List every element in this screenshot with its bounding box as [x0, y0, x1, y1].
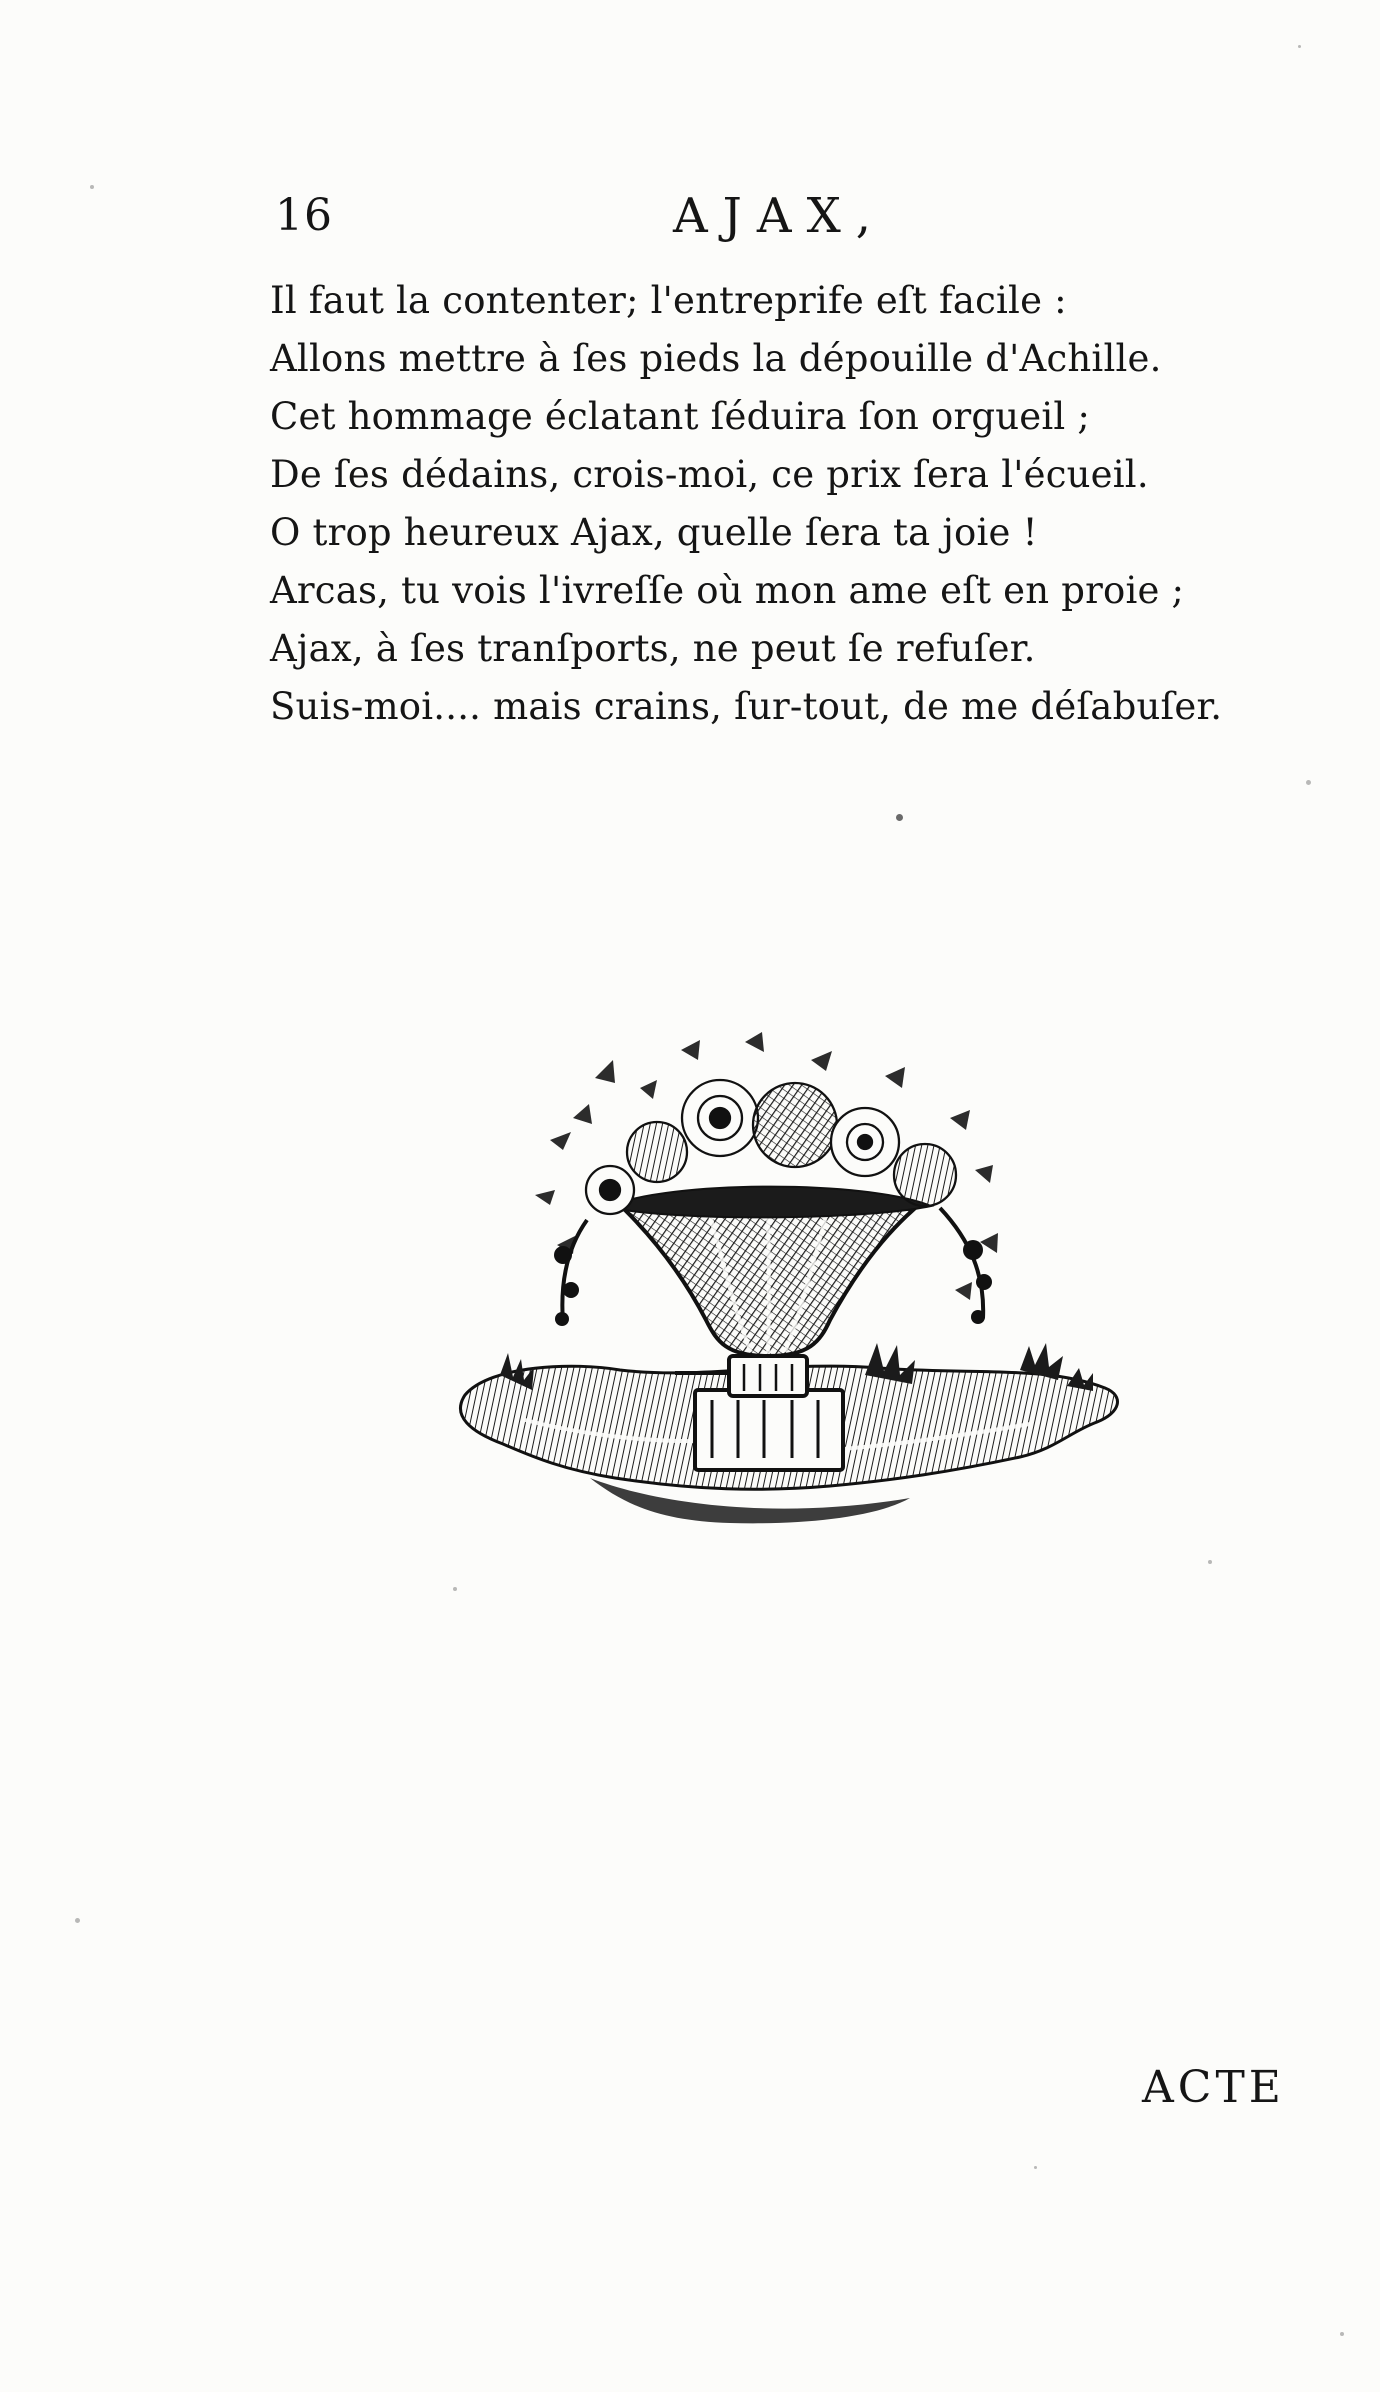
- paper-speck: [896, 814, 903, 821]
- verse-line: Suis-moi.... mais crains, ſur-tout, de me déſabuſer.: [270, 685, 1223, 728]
- paper-speck: [75, 1918, 80, 1923]
- page-header: [265, 188, 1025, 258]
- verse-line: Arcas, tu vois l'ivreſſe où mon ame eſt en proie ;: [270, 569, 1185, 612]
- paper-speck: [453, 1587, 457, 1591]
- paper-speck: [90, 185, 94, 189]
- verse-line: O trop heureux Ajax, quelle ſera ta joie !: [270, 511, 1038, 554]
- verse-block: [270, 272, 1270, 736]
- flower-vase-woodcut-icon: [455, 1030, 1135, 1530]
- catchword: ACTE: [1142, 2062, 1285, 2113]
- verse-line: Allons mettre à ſes pieds la dépouille d'Achille.: [270, 337, 1162, 380]
- verse-line: Ajax, à ſes tranſports, ne peut ſe refuſer.: [270, 627, 1036, 670]
- page-number: 16: [275, 190, 333, 241]
- running-title: AJAX,: [673, 188, 886, 244]
- paper-speck: [1208, 1560, 1212, 1564]
- paper-speck: [1298, 45, 1301, 48]
- paper-speck: [1306, 780, 1311, 785]
- verse-line: De ſes dédains, crois-moi, ce prix ſera l'écueil.: [270, 453, 1149, 496]
- verse-line: Cet hommage éclatant ſéduira ſon orgueil ;: [270, 395, 1091, 438]
- verse-line: Il faut la contenter; l'entreprife eſt facile :: [270, 279, 1067, 322]
- paper-speck: [1034, 2166, 1037, 2169]
- paper-speck: [1340, 2332, 1344, 2336]
